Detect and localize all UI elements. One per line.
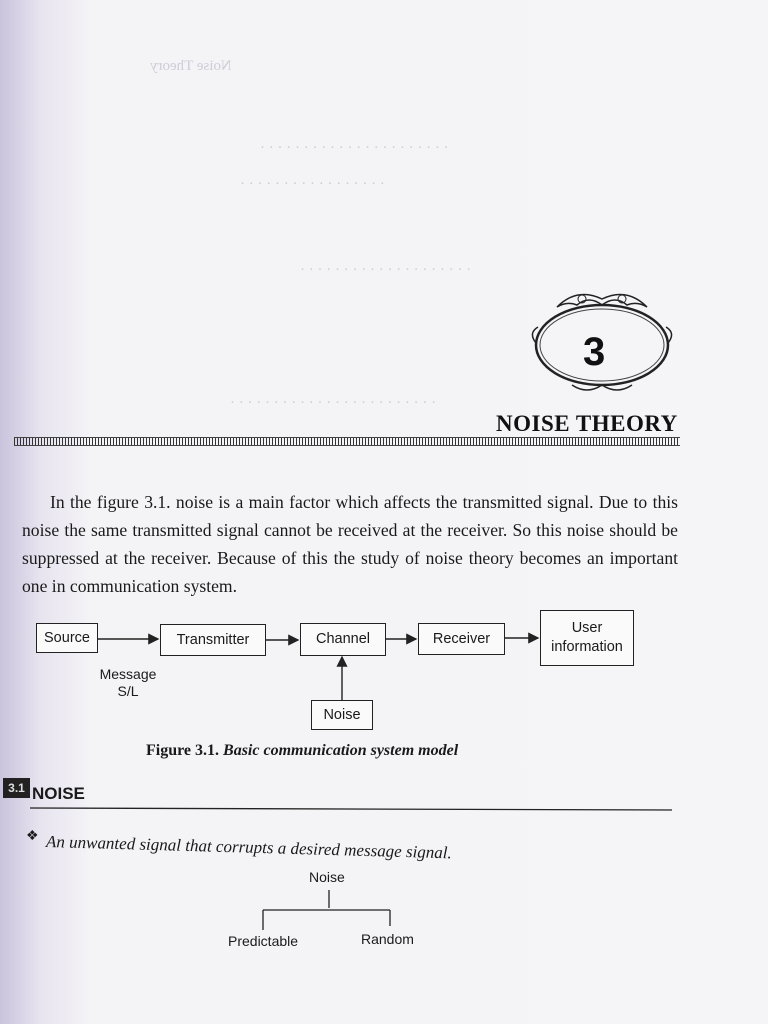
diamond-bullet-icon: ❖ [26, 829, 39, 844]
tree-left-label: Predictable [228, 933, 299, 949]
channel-box [300, 623, 386, 656]
transmitter-box [160, 624, 266, 656]
source-box [36, 623, 98, 653]
caption-label: Figure 3.1. [146, 742, 220, 759]
tree-root-label: Noise [309, 869, 345, 885]
message-label [88, 666, 168, 700]
receiver-box [418, 623, 505, 655]
section-title: NOISE [32, 784, 85, 803]
tree-right-label: Random [361, 931, 414, 947]
figure-caption [146, 742, 458, 760]
message-line2: S/L [117, 683, 139, 699]
user-information-box [540, 610, 634, 666]
receiver-label: Receiver [432, 630, 491, 647]
transmitter-label: Transmitter [176, 631, 250, 648]
user-label-line2: information [551, 639, 623, 655]
channel-label: Channel [315, 631, 370, 647]
source-label: Source [44, 629, 90, 646]
caption-text: Basic communication system model [223, 742, 459, 759]
message-line1: Message [99, 666, 157, 682]
chapter-number: 3 [583, 330, 606, 374]
user-label-line1: User [571, 620, 603, 636]
noise-definition: An unwanted signal that corrupts a desired message signal. [45, 832, 453, 863]
noise-box [311, 700, 373, 730]
section-number: 3.1 [3, 778, 30, 798]
intro-text: In the figure 3.1. noise is a main factor which affects the transmitted signal. Due to this noise the same transmitted signal cannot be received at the receiver. So this noise should be suppressed at the receiver. Because of this the study of noise theory becomes an important one in communication system. [22, 492, 678, 596]
chapter-title: NOISE THEORY [496, 411, 678, 436]
noise-label: Noise [323, 706, 361, 723]
